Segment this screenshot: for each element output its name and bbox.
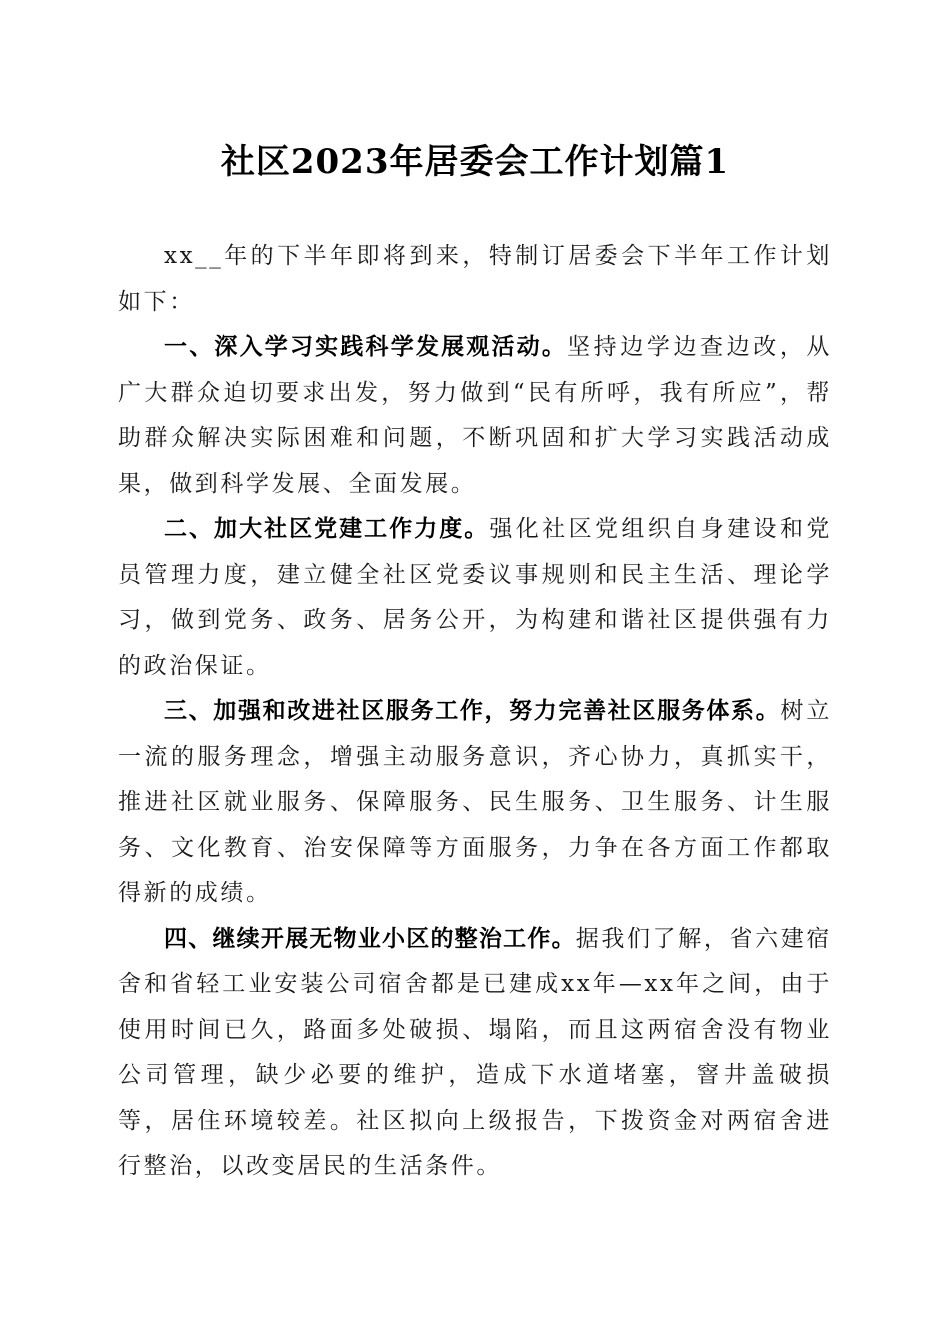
section-heading-4: 四、继续开展无物业小区的整治工作。 <box>164 925 576 952</box>
intro-paragraph: xx__年的下半年即将到来，特制订居委会下半年工作计划如下： <box>118 243 832 315</box>
section-paragraph-3 <box>118 689 832 917</box>
section-text-1: 坚持边学边查边改，从广大群众迫切要求出发，努力做到“民有所呼，我有所应”，帮助群众解决实际困难和问题，不断巩固和扩大学习实践活动成果，做到科学发展、全面发展。 <box>118 334 833 497</box>
section-heading-3: 三、加强和改进社区服务工作，努力完善社区服务体系。 <box>164 698 781 724</box>
section-text-2: 强化社区党组织自身建设和党员管理力度，建立健全社区党委议事规则和民主生活、理论学习，做到党务、政务、居务公开，为构建和谐社区提供强有力的政治保证。 <box>118 516 832 679</box>
section-text-3: 树立一流的服务理念，增强主动服务意识，齐心协力，真抓实干，推进社区就业服务、保障服务、民生服务、卫生服务、计生服务、文化教育、治安保障等方面服务，力争在各方面工作都取得新的成绩。 <box>118 698 832 906</box>
section-paragraph-2 <box>118 507 832 689</box>
document-body <box>118 234 832 1190</box>
section-heading-1: 一、深入学习实践科学发展观活动。 <box>164 334 568 360</box>
section-paragraph-1 <box>118 325 832 507</box>
section-paragraph-4 <box>118 917 832 1190</box>
section-text-4: 据我们了解，省六建宿舍和省轻工业安装公司宿舍都是已建成xx年—xx年之间，由于使用时间已久，路面多处破损、塌陷，而且这两宿舍没有物业公司管理，缺少必要的维护，造成下水道堵塞，窨井盖破损等，居住环境较差。社区拟向上级报告，下拨资金对两宿舍进行整治，以改变居民的生活条件。 <box>118 925 833 1179</box>
section-heading-2: 二、加大社区党建工作力度。 <box>164 516 490 542</box>
document-title: 社区2023年居委会工作计划篇1 <box>220 142 730 182</box>
